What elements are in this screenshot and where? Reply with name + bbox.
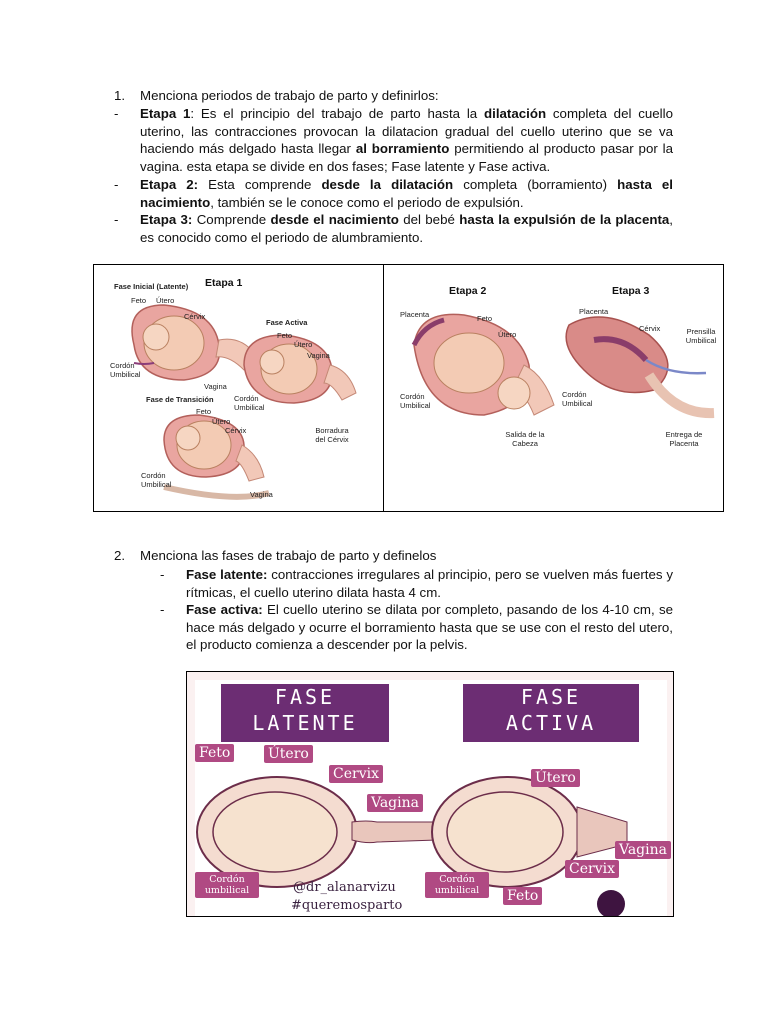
label-cervix-s3: Cérvix (639, 324, 661, 333)
uterus-transition-icon (164, 415, 269, 497)
label-vagina-2: Vagina (307, 351, 330, 360)
label-utero-s2: Útero (498, 330, 517, 339)
label-feto: Feto (131, 296, 147, 305)
dash: - (160, 602, 165, 617)
figure-etapa1-panel (93, 264, 384, 512)
q1-title: Menciona periodos de trabajo de parto y definirlos: (140, 88, 439, 103)
tag-cordon-activa: Cordón umbilical (425, 872, 489, 898)
dash: - (114, 106, 119, 121)
q2-number: 2. (114, 548, 126, 563)
tag-cervix-activa: Cervix (565, 860, 619, 878)
label-utero: Útero (156, 296, 175, 305)
etapa23-illustration (384, 265, 724, 512)
play-dot-icon (597, 890, 625, 917)
uterus-stage2-icon (414, 314, 554, 415)
q1-item-etapa3: Etapa 3: Comprende desde el nacimiento del bebé hasta la expulsión de la placenta, es conocido como el periodo de alumbramiento. (140, 212, 673, 245)
social-handle: @dr_alanarvizu (293, 880, 396, 895)
banner-latente: FASE LATENTE (221, 684, 389, 742)
label-cordon-2: Cordón Umbilical (234, 394, 265, 412)
label-placenta-s3: Placenta (579, 307, 609, 316)
label-vagina: Vagina (204, 382, 227, 391)
q1-item-etapa2: Etapa 2: Esta comprende desde la dilatación completa (borramiento) hasta el nacimiento, también se le conoce como el periodo de expulsión. (140, 177, 673, 210)
q2-title: Menciona las fases de trabajo de parto y definelos (140, 548, 437, 563)
label-borradura: Borradura del Cérvix (315, 426, 349, 444)
dash: - (114, 177, 119, 192)
label-cordon-3: Cordón Umbilical (141, 471, 172, 489)
dash: - (114, 212, 119, 227)
q1-number: 1. (114, 88, 126, 103)
etapa3-title: Etapa 3 (612, 285, 650, 297)
label-cervix-3: Cérvix (225, 426, 247, 435)
tag-cordon-latente: Cordón umbilical (195, 872, 259, 898)
label-cervix: Cérvix (184, 312, 206, 321)
figure-fases-panel (186, 671, 674, 917)
tag-utero-activa: Útero (531, 769, 580, 787)
label-cordon-s2: Cordón Umbilical (400, 392, 431, 410)
q1-item-etapa1: Etapa 1: Es el principio del trabajo de parto hasta la dilatación completa del cuello uterino, las contracciones provocan la dilatacion gradual del cuello uterino que se va haciendo más delgado hasta llegar al borramiento permitiendo al producto pasar por la vagina. esta etapa se divide en dos fases; Fase latente y Fase activa. (140, 106, 673, 174)
figure-etapa23-panel (383, 264, 724, 512)
banner-activa: FASE ACTIVA (463, 684, 639, 742)
tag-cervix-latente: Cervix (329, 765, 383, 783)
phase-active-label: Fase Activa (266, 318, 308, 327)
q2-item-latente: Fase latente: contracciones irregulares al principio, pero se vuelven más fuertes y rítmicas, el cuello uterino dilata hasta 4 cm. (186, 567, 673, 600)
label-salida: Salida de la Cabeza (505, 430, 545, 448)
label-utero-3: Útero (212, 417, 231, 426)
label-feto-s2: Feto (477, 314, 493, 323)
label-entrega: Entrega de Placenta (665, 430, 703, 448)
etapa1-title: Etapa 1 (205, 277, 243, 289)
phase-transition-label: Fase de Transición (146, 395, 214, 404)
tag-feto-activa: Feto (503, 887, 542, 905)
label-utero-2: Útero (294, 340, 313, 349)
etapa2-title: Etapa 2 (449, 285, 487, 297)
label-cordon-s3: Cordón Umbilical (562, 390, 593, 408)
label-vagina-3: Vagina (250, 490, 273, 499)
label-feto-3: Feto (196, 407, 212, 416)
social-hashtag: #queremosparto (291, 898, 403, 913)
tag-feto-latente: Feto (195, 744, 234, 762)
phase-initial-label: Fase Inicial (Latente) (114, 282, 189, 291)
q2-item-activa: Fase activa: El cuello uterino se dilata por completo, pasando de los 4-10 cm, se hace más delgado y ocurre el borramiento hasta que se use con el resto del utero, el producto comienza a descender por la pelvis. (186, 602, 673, 653)
dash: - (160, 567, 165, 582)
tag-utero-latente: Útero (264, 745, 313, 763)
label-feto-2: Feto (277, 331, 293, 340)
label-placenta: Placenta (400, 310, 430, 319)
tag-vagina-activa: Vagina (615, 841, 671, 859)
tag-vagina-latente: Vagina (367, 794, 423, 812)
label-prensilla: Prensilla Umbilical (685, 327, 717, 345)
label-cordon: Cordón Umbilical (110, 361, 141, 379)
